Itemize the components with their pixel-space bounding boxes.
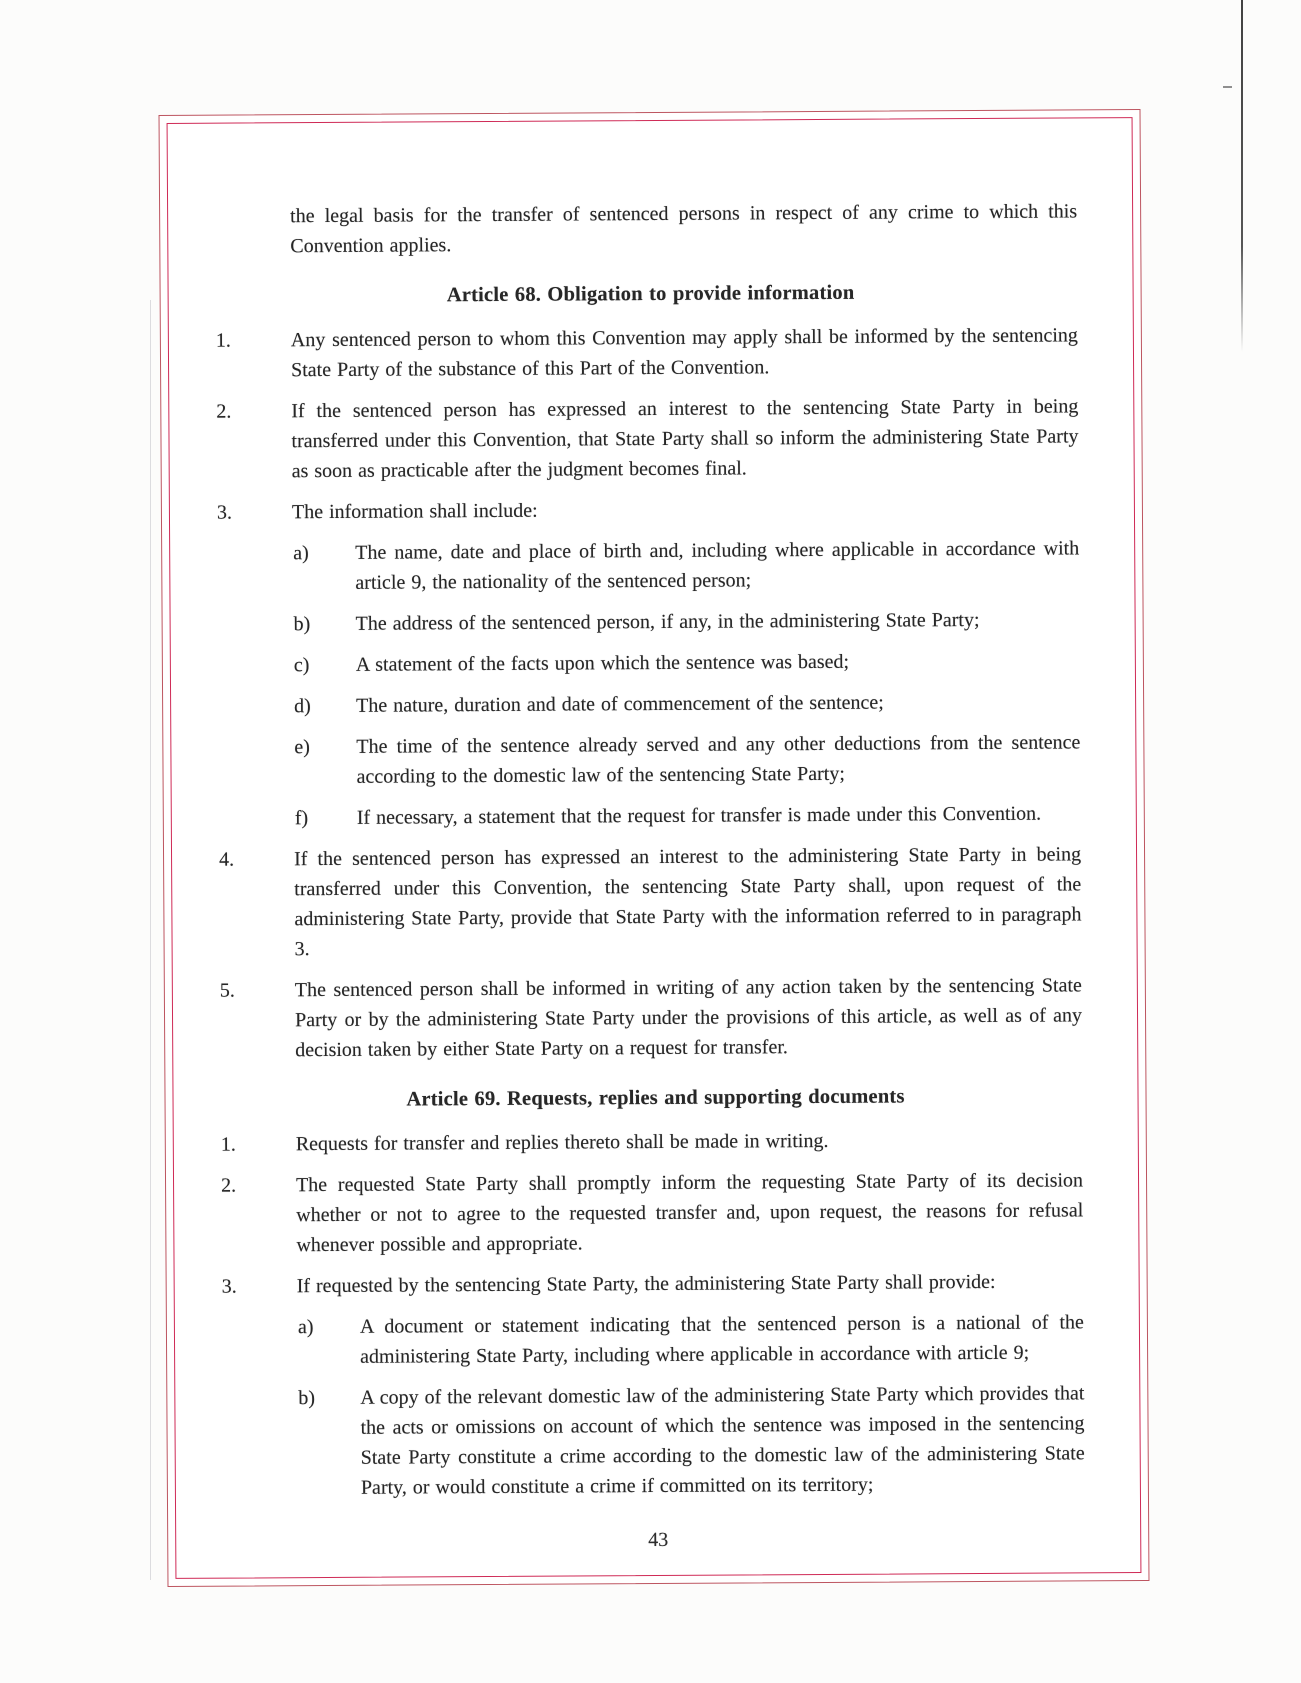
scan-page-edge-shadow <box>150 300 151 1580</box>
subitem-letter: e) <box>294 736 310 759</box>
document-content <box>215 110 1086 1514</box>
subitem-letter: c) <box>293 654 310 677</box>
subitem-text: The address of the sentenced person, if any, in the administering State Party; <box>355 609 980 635</box>
item-number: 1. <box>215 329 231 352</box>
item-number: 3. <box>216 501 233 524</box>
subitem-text: If necessary, a statement that the request for transfer is made under this Convention. <box>356 802 1042 829</box>
intro-paragraph: the legal basis for the transfer of sentenced persons in respect of any crime to which this Convention applies. <box>290 200 1078 258</box>
item-text: If the sentenced person has expressed an interest to the sentencing State Party in being transferred under this Convention, that State Party shall so inform the administering State Party as soon as practicable after the judgment becomes final. <box>291 395 1079 483</box>
scan-dash-artifact <box>1223 86 1232 88</box>
article-68-subitem-e <box>293 727 1080 792</box>
scan-vertical-line-artifact <box>1241 0 1243 352</box>
subitem-text: A document or statement indicating that the sentenced person is a national of the administering State Party, including where applicable in accordance with article 9; <box>359 1311 1084 1368</box>
article-68-item-2 <box>216 391 1079 486</box>
subitem-text: The name, date and place of birth and, including where applicable in accordance with article 9, the nationality of the sentenced person; <box>355 537 1080 594</box>
item-text: If the sentenced person has expressed an interest to the administering State Party in being transferred under this Convention, the sentencing State Party shall, upon request of the administering State Party, provide that State Party with the information referred to in paragraph 3. <box>293 843 1082 961</box>
subitem-text: The time of the sentence already served and any other deductions from the sentence according to the domestic law of the sentencing State Party; <box>356 731 1081 788</box>
page-frame-outer <box>159 109 1150 1587</box>
article-69-subitem-a <box>297 1307 1084 1372</box>
subitem-text: The nature, duration and date of commencement of the sentence; <box>356 691 884 717</box>
item-text: The information shall include: <box>291 499 538 524</box>
item-number: 3. <box>221 1275 237 1298</box>
subitem-letter: a) <box>293 542 309 565</box>
page-number: 43 <box>648 1528 669 1552</box>
article-68-heading: Article 68. Obligation to provide information <box>446 281 855 307</box>
item-text: Requests for transfer and replies thereto shall be made in writing. <box>295 1129 829 1156</box>
item-number: 1. <box>220 1133 236 1156</box>
subitem-letter: a) <box>297 1316 314 1339</box>
subitem-text: A statement of the facts upon which the sentence was based; <box>355 650 850 676</box>
article-69-item-1 <box>220 1124 1083 1159</box>
article-69-item-3 <box>221 1266 1084 1301</box>
article-69-subitem-b <box>297 1378 1085 1503</box>
article-68-item-5 <box>219 970 1083 1065</box>
item-text: Any sentenced person to whom this Convention may apply shall be informed by the sentencing State Party of the substance of this Part of the Convention. <box>290 324 1078 382</box>
item-number: 2. <box>216 400 232 423</box>
subitem-letter: b) <box>293 613 311 636</box>
subitem-letter: d) <box>294 695 311 718</box>
article-68-item-1 <box>215 320 1078 385</box>
subitem-letter: f) <box>294 807 309 830</box>
article-68-subitem-f <box>294 798 1081 833</box>
item-number: 2. <box>220 1174 237 1197</box>
article-69-item-2 <box>220 1165 1084 1260</box>
item-text: The sentenced person shall be informed in writing of any action taken by the sentencing State Party or by the administering State Party under the provisions of this article, as well as of any decision taken by either State Party on a request for transfer. <box>294 974 1083 1062</box>
subitem-letter: b) <box>298 1387 316 1410</box>
article-68-item-3 <box>216 492 1079 527</box>
article-69-heading: Article 69. Requests, replies and supporting documents <box>406 1085 905 1111</box>
article-68-subitem-d <box>293 686 1080 721</box>
article-68-subitem-b <box>293 604 1080 639</box>
article-68-subitem-c <box>293 645 1080 680</box>
item-number: 4. <box>218 848 235 871</box>
article-68-item-4 <box>218 839 1082 964</box>
item-number: 5. <box>219 979 235 1002</box>
article-68-subitem-a <box>292 533 1079 598</box>
item-text: The requested State Party shall promptly inform the requesting State Party of its decision whether or not to agree to the requested transfer and, upon request, the reasons for refusal whenever possible and appropriate. <box>295 1169 1084 1257</box>
item-text: If requested by the sentencing State Party, the administering State Party shall provide: <box>296 1270 996 1298</box>
subitem-text: A copy of the relevant domestic law of the administering State Party which provides that the acts or omissions on account of which the sentence was imposed in the sentencing State Party constitute a crime according to the domestic law of the administering State Party, or would constitute a crime if committed on its territory; <box>360 1382 1085 1499</box>
